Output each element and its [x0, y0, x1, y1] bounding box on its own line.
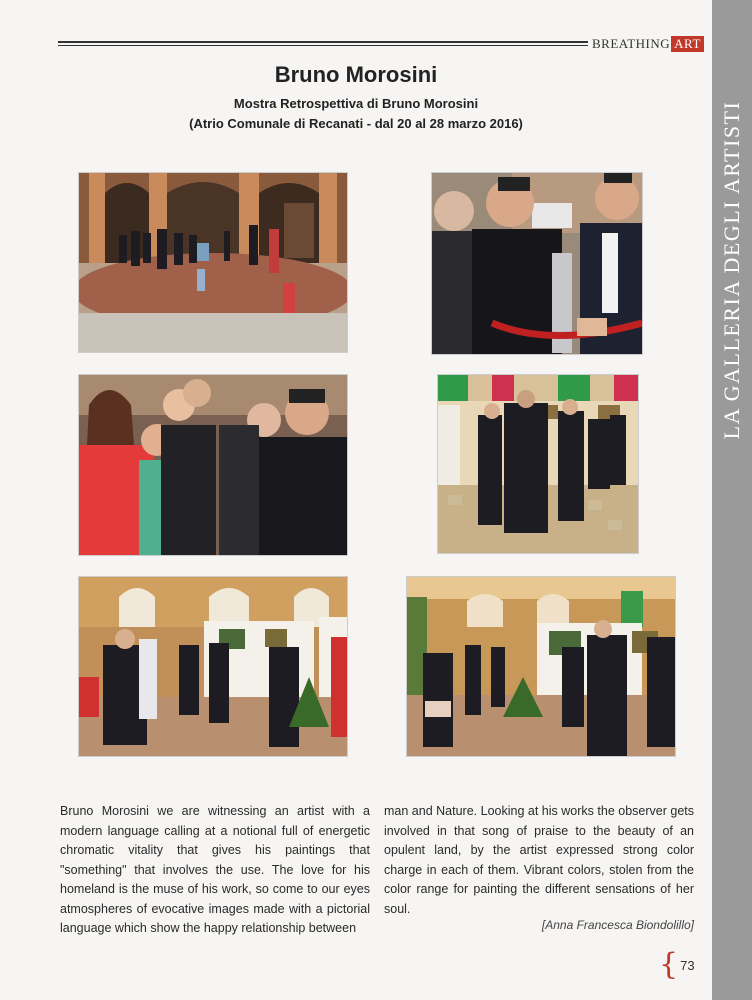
author-credit: [Anna Francesca Biondolillo]: [541, 918, 694, 932]
brand-accent: ART: [671, 36, 704, 52]
photo-exhibition-hall: [407, 577, 675, 756]
header-rule: [58, 41, 588, 47]
brand-main: BREATHING: [592, 36, 671, 51]
brand-logo: [592, 35, 704, 53]
body-text-left: Bruno Morosini we are witnessing an artist with a modern language calling at a notional full of energetic chromatic vitality that gives his paintings that "something" that involves the use. The love for his homeland is the muse of his work, so come to our eyes atmospheres of evocative images made with a pictorial language which show the happy relationship between: [60, 804, 370, 935]
section-label: LA GALLERIA DEGLI ARTISTI: [719, 100, 744, 440]
article-title: Bruno Morosini: [274, 62, 438, 87]
brace-ornament-icon: {: [659, 947, 679, 982]
page-number: [659, 947, 695, 982]
section-sidebar: [712, 0, 752, 1000]
page-number-value: 73: [680, 957, 695, 973]
article-subtitle: Mostra Retrospettiva di Bruno Morosini: [233, 96, 479, 111]
photo-atrium-exterior: [79, 173, 347, 352]
article-venue: (Atrio Comunale di Recanati - dal 20 al 28 marzo 2016): [189, 116, 523, 131]
body-text-right: man and Nature. Looking at his works the observer gets involved in that song of praise to the beauty of an opulent land, by the artist expressed strong color charge in each of them. Vibrant colors, stolen from the color range for painting the different sensations of her soul.: [384, 804, 694, 916]
photo-gallery-room: [79, 577, 347, 756]
photo-guests-group: [79, 375, 347, 555]
photo-gallery-visitors: [438, 375, 638, 553]
photo-ribbon-cutting: [432, 173, 642, 354]
